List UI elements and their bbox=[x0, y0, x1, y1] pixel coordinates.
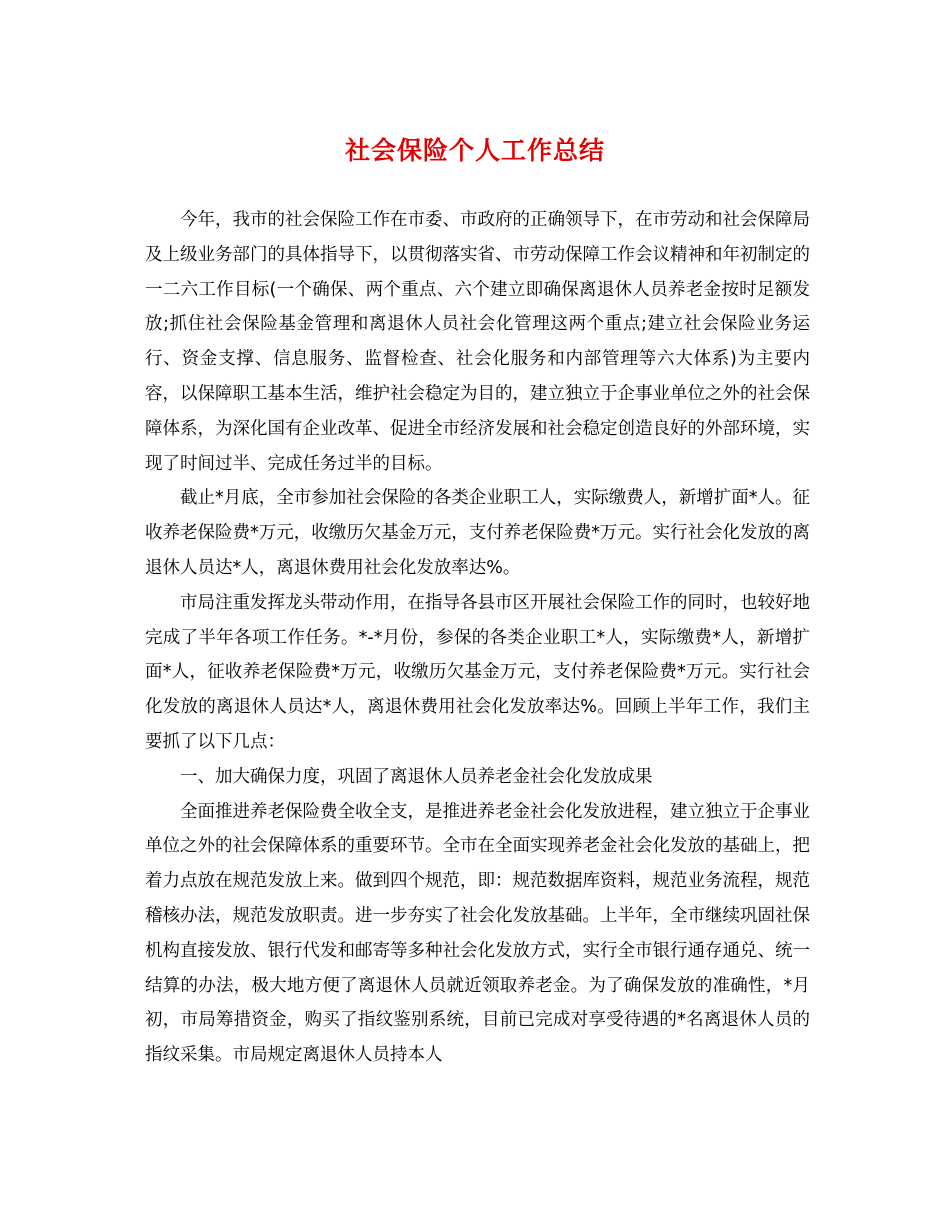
paragraph-city-bureau: 市局注重发挥龙头带动作用，在指导各县市区开展社会保险工作的同时，也较好地完成了半年各项工作任务。*-*月份，参保的各类企业职工*人，实际缴费*人，新增扩面*人，征收养老保险费*万元，收缴历欠基金万元，支付养老保险费*万元。实行社会化发放的离退休人员达*人，离退休费用社会化发放率达%。回顾上半年工作，我们主要抓了以下几点： bbox=[145, 592, 810, 752]
document-body bbox=[145, 203, 810, 1073]
paragraph-intro: 今年，我市的社会保险工作在市委、市政府的正确领导下，在市劳动和社会保障局及上级业务部门的具体指导下，以贯彻落实省、市劳动保障工作会议精神和年初制定的一二六工作目标(一个确保、两个重点、六个建立即确保离退休人员养老金按时足额发放;抓住社会保险基金管理和离退休人员社会化管理这两个重点;建立社会保险业务运行、资金支撑、信息服务、监督检查、社会化服务和内部管理等六大体系)为主要内容，以保障职工基本生活，维护社会稳定为目的，建立独立于企事业单位之外的社会保障体系，为深化国有企业改革、促进全市经济发展和社会稳定创造良好的外部环境，实现了时间过半、完成任务过半的目标。 bbox=[145, 210, 810, 474]
section-heading-1: 一、加大确保力度，巩固了离退休人员养老金社会化发放成果 bbox=[180, 766, 653, 787]
paragraph-pension-distribution: 全面推进养老保险费全收全支，是推进养老金社会化发放进程，建立独立于企事业单位之外的社会保障体系的重要环节。全市在全面实现养老金社会化发放的基础上，把着力点放在规范发放上来。做到四个规范，即：规范数据库资料，规范业务流程，规范稽核办法，规范发放职责。进一步夯实了社会化发放基础。上半年，全市继续巩固社保机构直接发放、银行代发和邮寄等多种社会化发放方式，实行全市银行通存通兑、统一结算的办法，极大地方便了离退休人员就近领取养老金。为了确保发放的准确性，*月初，市局筹措资金，购买了指纹鉴别系统，目前已完成对享受待遇的*名离退休人员的指纹采集。市局规定离退休人员持本人 bbox=[145, 801, 810, 1066]
paragraph-statistics: 截止*月底，全市参加社会保险的各类企业职工人，实际缴费人，新增扩面*人。征收养老保险费*万元，收缴历欠基金万元，支付养老保险费*万元。实行社会化发放的离退休人员达*人，离退休费用社会化发放率达%。 bbox=[145, 488, 810, 578]
document-title: 社会保险个人工作总结 bbox=[344, 136, 605, 165]
